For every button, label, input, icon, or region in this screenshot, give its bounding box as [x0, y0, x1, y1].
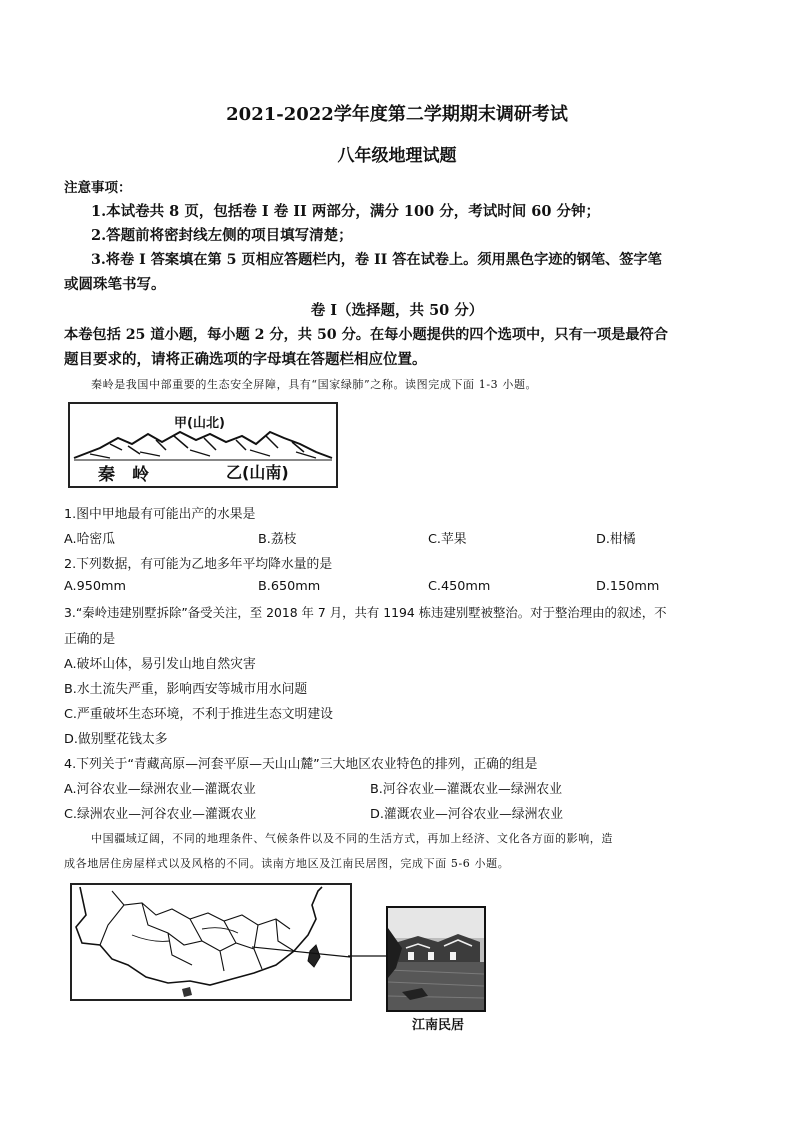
q1-option-d: D.柑橘	[596, 532, 636, 547]
q3-option-d: D.做别墅花钱太多	[64, 732, 168, 747]
q4-option-a: A.河谷农业—绿洲农业—灌溉农业	[64, 782, 256, 797]
q1-option-a: A.哈密瓜	[64, 532, 115, 547]
context-residence-2: 成各地居住房屋样式以及风格的不同。读南方地区及江南民居图，完成下面 5-6 小题。	[64, 857, 510, 870]
q1-option-b: B.荔枝	[258, 532, 297, 547]
label-north: 甲(山北)	[174, 416, 225, 431]
question-2-stem: 2.下列数据，有可能为乙地多年平均降水量的是	[64, 557, 333, 572]
jiangnan-residence-photo	[386, 906, 486, 1012]
q2-option-a: A.950mm	[64, 579, 126, 594]
section-heading: 卷 I（选择题，共 50 分）	[310, 302, 484, 319]
notes-heading: 注意事项：	[64, 180, 132, 196]
qinling-figure	[68, 402, 338, 488]
exam-subtitle: 八年级地理试题	[337, 146, 457, 166]
map-outline	[72, 885, 350, 999]
q2-option-b: B.650mm	[258, 579, 321, 594]
note-item-1: 1.本试卷共 8 页，包括卷 I 卷 II 两部分，满分 100 分，考试时间 60 分钟；	[91, 203, 600, 220]
question-4-stem: 4.下列关于“青藏高原—河套平原—天山山麓”三大地区农业特色的排列，正确的组是	[64, 757, 538, 772]
q1-option-c: C.苹果	[428, 532, 467, 547]
residence-photo-image	[388, 908, 484, 1010]
section-instructions-1: 本卷包括 25 道小题，每小题 2 分，共 50 分。在每小题提供的四个选项中，只有一项是最符合	[64, 327, 668, 343]
label-qinling: 秦 岭	[98, 465, 149, 485]
note-item-3-cont: 或圆珠笔书写。	[64, 276, 166, 293]
q4-option-b: B.河谷农业—灌溉农业—绿洲农业	[370, 782, 563, 797]
q2-option-d: D.150mm	[596, 579, 660, 594]
q4-option-c: C.绿洲农业—河谷农业—灌溉农业	[64, 807, 257, 822]
q4-option-d: D.灌溉农业—河谷农业—绿洲农业	[370, 807, 564, 822]
section-instructions-2: 题目要求的，请将正确选项的字母填在答题栏相应位置。	[64, 351, 427, 368]
q2-option-c: C.450mm	[428, 579, 491, 594]
photo-caption: 江南民居	[412, 1018, 465, 1033]
question-3-stem-cont: 正确的是	[64, 632, 116, 647]
context-residence-1: 中国疆域辽阔，不同的地理条件、气候条件以及不同的生活方式，再加上经济、文化各方面的影响，造	[91, 832, 613, 845]
southern-china-map	[70, 883, 352, 1001]
q3-option-a: A.破坏山体，易引发山地自然灾害	[64, 657, 256, 672]
context-qinling: 秦岭是我国中部重要的生态安全屏障，具有“国家绿肺”之称。读图完成下面 1-3 小题。	[91, 378, 538, 391]
note-item-3: 3.将卷 I 答案填在第 5 页相应答题栏内，卷 II 答在试卷上。须用黑色字迹的钢笔、签字笔	[91, 252, 662, 268]
pointer-line	[348, 951, 388, 961]
note-item-2: 2.答题前将密封线左侧的项目填写清楚；	[91, 227, 353, 244]
q3-option-c: C.严重破坏生态环境，不利于推进生态文明建设	[64, 707, 333, 722]
exam-title: 2021-2022学年度第二学期期末调研考试	[226, 104, 568, 125]
question-1-stem: 1.图中甲地最有可能出产的水果是	[64, 507, 256, 522]
q3-option-b: B.水土流失严重，影响西安等城市用水问题	[64, 682, 308, 697]
question-3-stem: 3.“秦岭违建别墅拆除”备受关注，至 2018 年 7 月，共有 1194 栋违建别墅被整治。对于整治理由的叙述，不	[64, 605, 667, 620]
label-south: 乙(山南)	[226, 463, 289, 482]
